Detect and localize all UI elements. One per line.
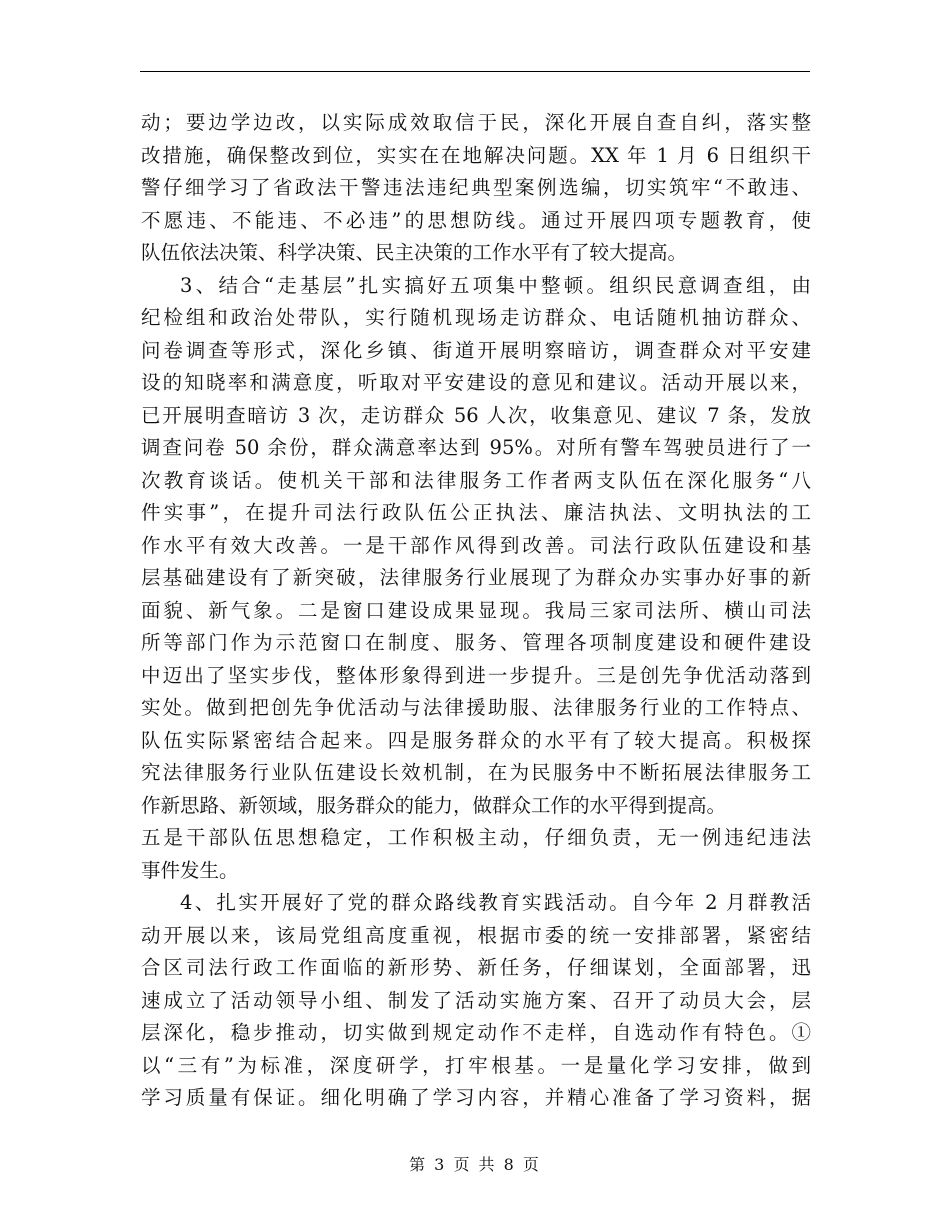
text-line: 事件发生。	[141, 858, 239, 882]
text-line: 五是干部队伍思想稳定，工作积极主动，仔细负责，无一例违纪违法	[141, 826, 811, 849]
text-line: 作新思路、新领域，服务群众的能力，做群众工作的水平得到提高。	[141, 793, 727, 817]
body-text	[141, 107, 811, 1115]
paragraph-start-line: 3、结合“走基层”扎实搞好五项集中整顿。组织民意调查组，由	[180, 273, 811, 297]
text-line: 警仔细学习了省政法干警违法违纪典型案例选编，切实筑牢“不敢违、	[141, 176, 811, 199]
text-line: 实处。做到把创先争优活动与法律援助服、法律服务行业的工作特点、	[141, 696, 811, 719]
text-line: 件实事”，在提升司法行政队伍公正执法、廉洁执法、文明执法的工	[141, 501, 811, 524]
header-rule	[140, 71, 810, 72]
text-line: 学习质量有保证。细化明确了学习内容，并精心准备了学习资料，据	[141, 1086, 811, 1109]
paragraph-start-line: 4、扎实开展好了党的群众路线教育实践活动。自今年 2 月群教活	[180, 891, 811, 914]
text-line: 次教育谈话。使机关干部和法律服务工作者两支队伍在深化服务“八	[141, 468, 811, 492]
text-line: 纪检组和政治处带队，实行随机现场走访群众、电话随机抽访群众、	[141, 306, 811, 329]
text-line: 动开展以来，该局党组高度重视，根据市委的统一安排部署，紧密结	[141, 923, 811, 947]
text-line: 层深化，稳步推动，切实做到规定动作不走样，自选动作有特色。①	[141, 1021, 811, 1044]
text-line: 问卷调查等形式，深化乡镇、街道开展明察暗访，调查群众对平安建	[141, 338, 811, 362]
text-line: 中迈出了坚实步伐，整体形象得到进一步提升。三是创先争优活动落到	[141, 663, 811, 687]
text-line: 改措施，确保整改到位，实实在在地解决问题。XX 年 1 月 6 日组织干	[141, 143, 811, 167]
text-line: 速成立了活动领导小组、制发了活动实施方案、召开了动员大会，层	[141, 988, 811, 1012]
text-line: 不愿违、不能违、不必违”的思想防线。通过开展四项专题教育，使	[141, 208, 811, 232]
text-line: 究法律服务行业队伍建设长效机制，在为民服务中不断拓展法律服务工	[141, 761, 811, 784]
text-line: 作水平有效大改善。一是干部作风得到改善。司法行政队伍建设和基	[141, 533, 811, 557]
text-line: 所等部门作为示范窗口在制度、服务、管理各项制度建设和硬件建设	[141, 631, 811, 654]
text-line: 队伍实际紧密结合起来。四是服务群众的水平有了较大提高。积极探	[141, 728, 811, 752]
page-number-footer: 第 3 页 共 8 页	[409, 1155, 541, 1174]
text-line: 以“三有”为标准，深度研学，打牢根基。一是量化学习安排，做到	[141, 1053, 811, 1077]
text-line: 动；要边学边改，以实际成效取信于民，深化开展自查自纠，落实整	[141, 111, 811, 134]
text-line: 设的知晓率和满意度，听取对平安建设的意见和建议。活动开展以来，	[141, 371, 811, 394]
text-line: 层基础建设有了新突破，法律服务行业展现了为群众办实事办好事的新	[141, 566, 811, 589]
text-line: 调查问卷 50 余份，群众满意率达到 95%。对所有警车驾驶员进行了一	[141, 436, 811, 459]
text-line: 已开展明查暗访 3 次，走访群众 56 人次，收集意见、建议 7 条，发放	[141, 403, 811, 427]
text-line: 面貌、新气象。二是窗口建设成果显现。我局三家司法所、横山司法	[141, 598, 811, 622]
text-line: 合区司法行政工作面临的新形势、新任务，仔细谋划，全面部署，迅	[141, 956, 811, 979]
text-line: 队伍依法决策、科学决策、民主决策的工作水平有了较大提高。	[141, 241, 688, 264]
